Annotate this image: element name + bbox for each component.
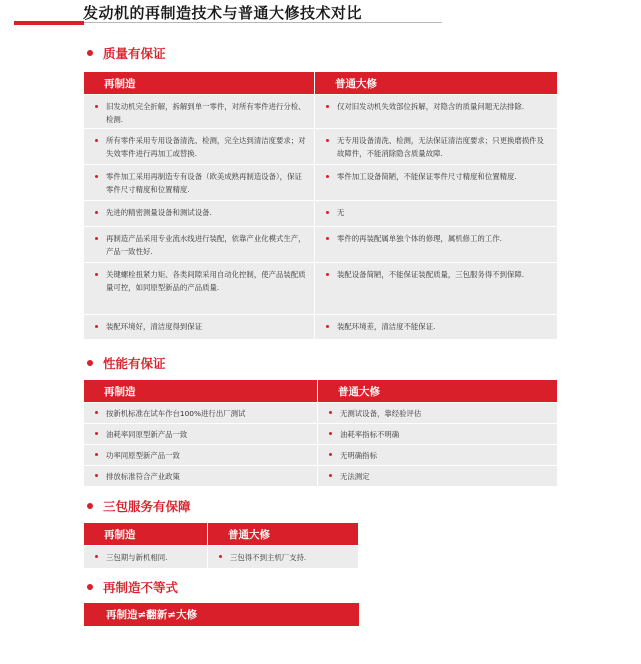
table-row — [84, 226, 557, 262]
inequality-statement-box — [84, 603, 359, 626]
title-bar — [14, 0, 442, 30]
performance-comparison-table — [84, 380, 557, 486]
bullet-dot-icon — [326, 105, 329, 108]
bullet-dot-icon — [87, 50, 93, 56]
table-cell: 零件加工设备简陋，不能保证零件尺寸精度和位置精度. — [315, 165, 557, 200]
table-cell: 功率同原型新产品一致 — [84, 445, 318, 465]
column-header-remanufacture: 再制造 — [84, 380, 318, 402]
section-heading-quality — [87, 44, 166, 62]
bullet-dot-icon — [326, 211, 329, 214]
bullet-dot-icon — [87, 503, 93, 509]
bullet-dot-icon — [95, 211, 98, 214]
bullet-dot-icon — [329, 432, 332, 435]
table-cell: 装配设备简陋，不能保证装配质量，三包服务得不到保障. — [315, 263, 557, 314]
table-header — [84, 523, 358, 545]
table-row — [84, 200, 557, 226]
section-heading-inequality — [87, 578, 178, 596]
title-accent-bar — [14, 21, 84, 25]
table-cell: 先进的精密测量设备和测试设备. — [84, 201, 315, 226]
bullet-dot-icon — [326, 139, 329, 142]
bullet-dot-icon — [95, 432, 98, 435]
bullet-dot-icon — [326, 325, 329, 328]
table-row — [84, 402, 557, 423]
column-header-remanufacture: 再制造 — [84, 523, 208, 545]
table-cell: 旧发动机完全折解，拆解到单一零件，对所有零件进行分检、检测. — [84, 95, 315, 128]
column-header-remanufacture: 再制造 — [84, 72, 315, 94]
bullet-dot-icon — [95, 325, 98, 328]
table-row — [84, 423, 557, 444]
table-header — [84, 380, 557, 402]
section-heading-label: 再制造不等式 — [103, 580, 179, 595]
bullet-dot-icon — [326, 175, 329, 178]
table-cell: 按新机标准在试车作台100%进行出厂测试 — [84, 403, 318, 423]
bullet-dot-icon — [326, 273, 329, 276]
bullet-dot-icon — [95, 474, 98, 477]
table-row — [84, 314, 557, 339]
table-cell: 无法测定 — [318, 466, 557, 486]
bullet-dot-icon — [87, 360, 93, 366]
column-header-overhaul: 普通大修 — [338, 385, 380, 398]
column-header-overhaul: 普通大修 — [335, 77, 377, 90]
table-cell: 排放标准符合产业政策 — [84, 466, 318, 486]
section-heading-label: 三包服务有保障 — [103, 499, 191, 514]
bullet-dot-icon — [95, 237, 98, 240]
table-cell: 三包期与新机相同. — [84, 546, 208, 568]
bullet-dot-icon — [219, 555, 222, 558]
table-header — [84, 72, 557, 94]
table-cell: 关键螺栓扭紧力矩、各类间隙采用自动化控制，使产品装配质量可控，如同原型新品的产品质量. — [84, 263, 315, 314]
bullet-dot-icon — [95, 411, 98, 414]
table-row — [84, 164, 557, 200]
bullet-dot-icon — [329, 453, 332, 456]
table-cell: 零件的再装配属单独个体的修理，属机修工的工作. — [315, 227, 557, 262]
section-heading-performance — [87, 354, 166, 372]
table-cell: 无测试设备，靠经验评估 — [318, 403, 557, 423]
table-row — [84, 128, 557, 164]
section-heading-warranty — [87, 497, 191, 515]
table-row — [84, 465, 557, 486]
table-cell: 无专用设备清洗、检测，无法保证清洁度要求；只更换磨损件及故障件，不能消除隐含质量故障. — [315, 129, 557, 164]
table-cell: 装配环境差，清洁度不能保证. — [315, 315, 557, 339]
inequality-statement: 再制造≠翻新≠大修 — [106, 609, 198, 621]
table-row — [84, 94, 557, 128]
bullet-dot-icon — [95, 105, 98, 108]
quality-comparison-table — [84, 72, 557, 339]
table-cell: 再制造产品采用专业流水线进行装配，依靠产业化模式生产，产品一致性好. — [84, 227, 315, 262]
table-cell: 无明确指标 — [318, 445, 557, 465]
bullet-dot-icon — [95, 555, 98, 558]
table-cell: 所有零件采用专用设备清洗、检测，完全达到清洁度要求；对失效零件进行再加工或替换. — [84, 129, 315, 164]
table-cell: 仅对旧发动机失效部位拆解，对隐含的质量问题无法排除. — [315, 95, 557, 128]
table-cell: 无 — [315, 201, 557, 226]
table-cell: 油耗率指标不明确 — [318, 424, 557, 444]
table-row — [84, 262, 557, 314]
table-cell: 装配环境好，清洁度得到保证 — [84, 315, 315, 339]
page-title: 发动机的再制造技术与普通大修技术对比 — [83, 4, 363, 22]
table-cell: 三包得不到主机厂支持. — [208, 546, 358, 568]
warranty-comparison-table — [84, 523, 358, 568]
bullet-dot-icon — [95, 453, 98, 456]
table-row — [84, 444, 557, 465]
table-cell: 零件加工采用再制造专有设备（欧美成熟再制造设备），保证零件尺寸精度和位置精度. — [84, 165, 315, 200]
bullet-dot-icon — [329, 474, 332, 477]
table-cell: 油耗率同原型新产品一致 — [84, 424, 318, 444]
bullet-dot-icon — [329, 411, 332, 414]
table-row — [84, 545, 358, 568]
section-heading-label: 性能有保证 — [103, 356, 166, 371]
section-heading-label: 质量有保证 — [103, 46, 166, 61]
bullet-dot-icon — [87, 584, 93, 590]
bullet-dot-icon — [95, 139, 98, 142]
bullet-dot-icon — [95, 273, 98, 276]
column-header-overhaul: 普通大修 — [228, 528, 270, 541]
bullet-dot-icon — [326, 237, 329, 240]
bullet-dot-icon — [95, 175, 98, 178]
